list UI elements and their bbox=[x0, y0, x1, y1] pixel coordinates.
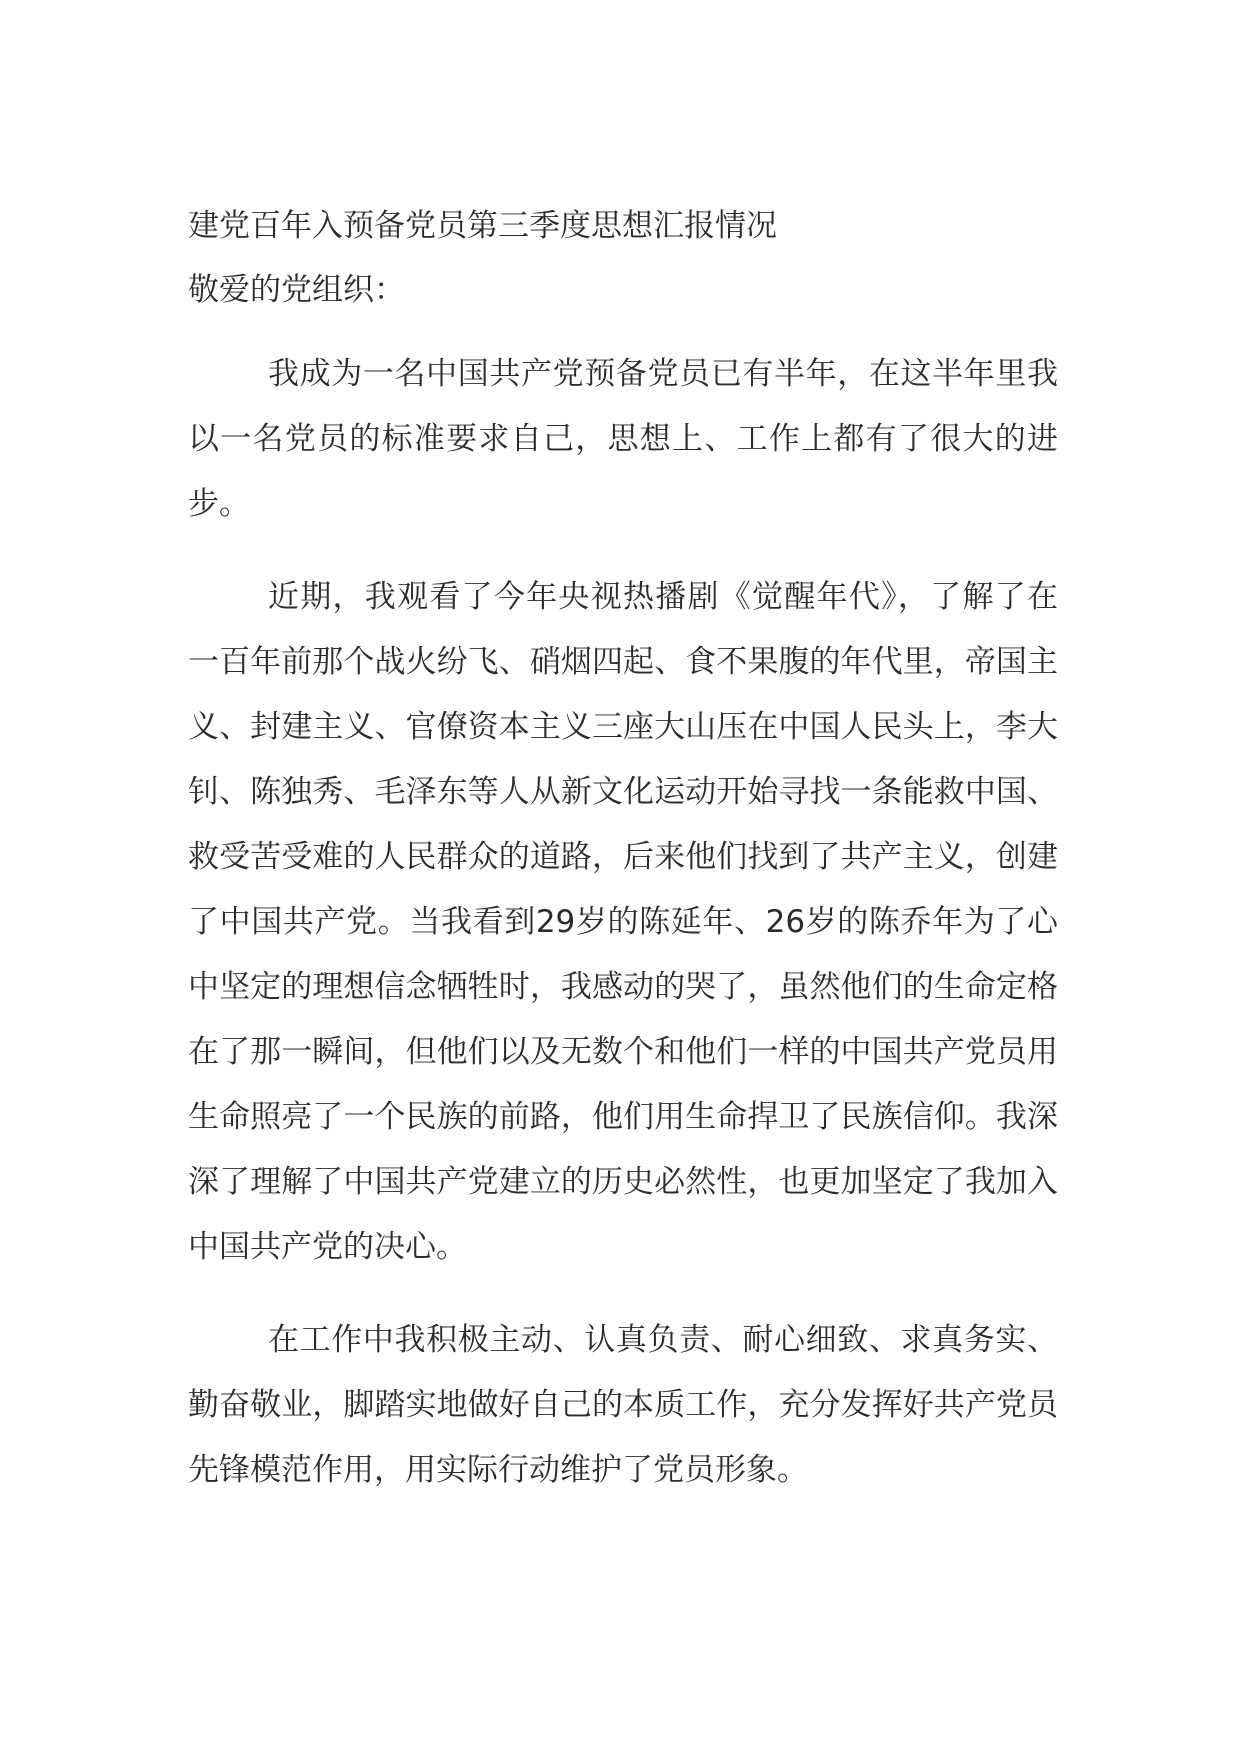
paragraph-awakening-age: 近期，我观看了今年央视热播剧《觉醒年代》，了解了在一百年前那个战火纷飞、硝烟四起、食不果腹的年代里，帝国主义、封建主义、官僚资本主义三座大山压在中国人民头上，李大钊、陈独秀、毛泽东等人从新文化运动开始寻找一条能救中国、救受苦受难的人民群众的道路，后来他们找到了共产主义，创建了中国共产党。当我看到29岁的陈延年、26岁的陈乔年为了心中坚定的理想信念牺牲时，我感动的哭了，虽然他们的生命定格在了那一瞬间，但他们以及无数个和他们一样的中国共产党员用生命照亮了一个民族的前路，他们用生命捍卫了民族信仰。我深深了理解了中国共产党建立的历史必然性，也更加坚定了我加入中国共产党的决心。 bbox=[188, 579, 1058, 1265]
salutation: 敬爱的党组织： bbox=[188, 272, 405, 308]
paragraph-work: 在工作中我积极主动、认真负责、耐心细致、求真务实、勤奋敬业，脚踏实地做好自己的本质工作，充分发挥好共产党员先锋模范作用，用实际行动维护了党员形象。 bbox=[188, 1322, 1058, 1488]
document-title: 建党百年入预备党员第三季度思想汇报情况 bbox=[188, 208, 777, 244]
document-body bbox=[188, 200, 1058, 1503]
paragraph-intro: 我成为一名中国共产党预备党员已有半年，在这半年里我以一名党员的标准要求自己，思想上、工作上都有了很大的进步。 bbox=[188, 356, 1058, 522]
